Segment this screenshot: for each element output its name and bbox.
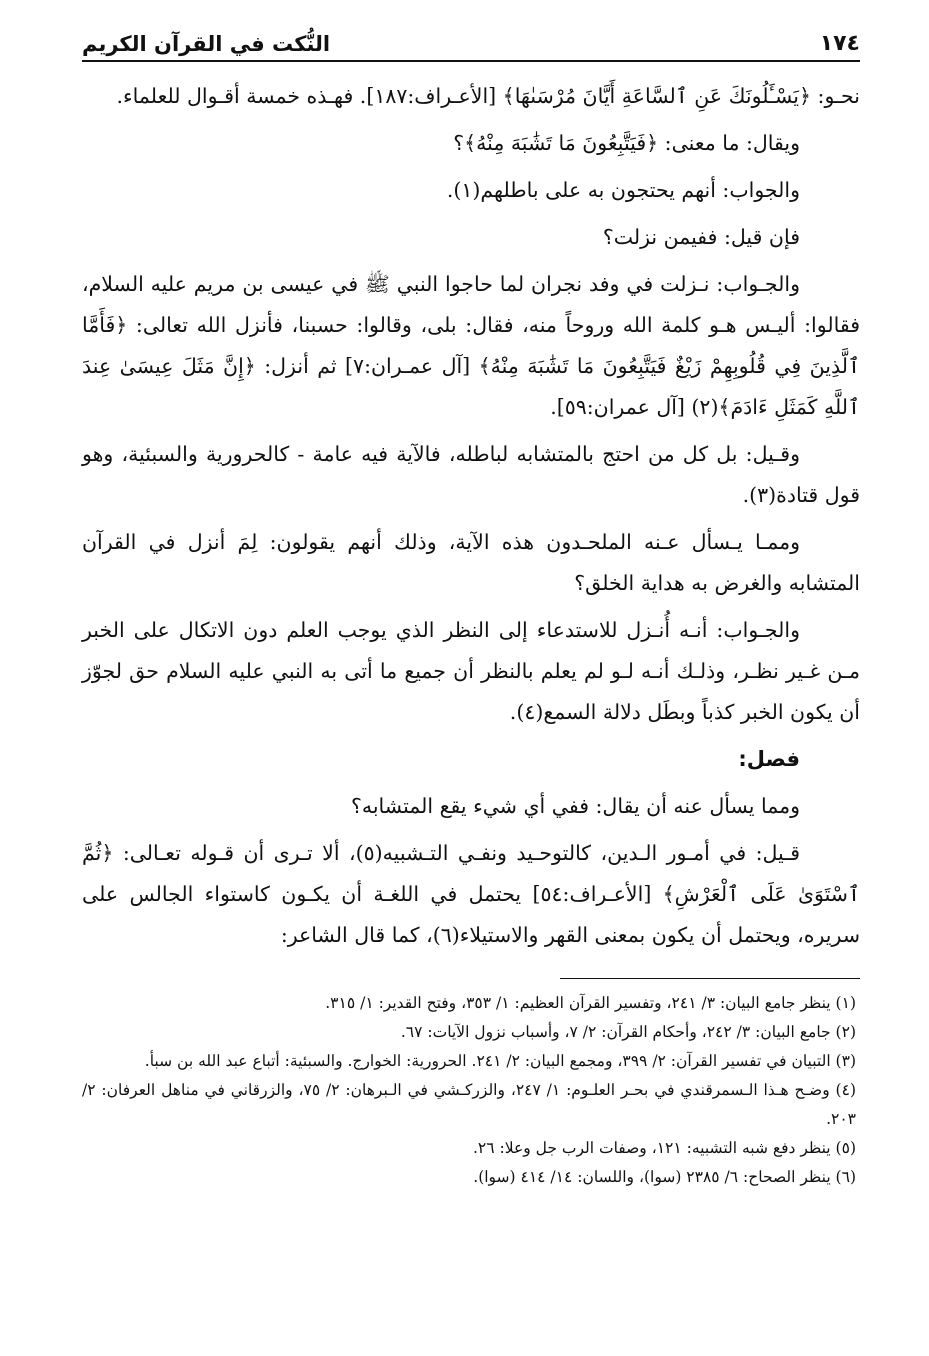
- section-heading: فصل:: [738, 747, 800, 771]
- footnotes: [82, 989, 860, 1192]
- book-page: [82, 22, 860, 1192]
- footnote: (٣) التبيان في تفسير القرآن: ٢/ ٣٩٩، ومجمع البيان: ٢/ ٢٤١. الحرورية: الخوارج. والسبئية: أتباع عبد الله بن سبأ.: [144, 1052, 856, 1070]
- footnote: (٥) ينظر دفع شبه التشبيه: ١٢١، وصفات الرب جل وعلا: ٢٦.: [472, 1139, 856, 1157]
- paragraph: نحـو: ﴿يَسْـَٔلُونَكَ عَنِ ٱلسَّاعَةِ أَيَّانَ مُرْسَىٰهَا﴾ [الأعـراف:١٨٧]. فهـذه خمسة أقـوال للعلماء.: [116, 84, 860, 108]
- footnote: (٢) جامع البيان: ٣/ ٢٤٢، وأحكام القرآن: ٢/ ٧، وأسباب نزول الآيات: ٦٧.: [400, 1023, 856, 1041]
- paragraph: وممـا يـسأل عـنه الملحـدون هذه الآية، وذلك أنهم يقولون: لِمَ أنزل في القرآن المتشابه والغرض به هداية الخلق؟: [82, 530, 860, 595]
- paragraph: والجواب: أنهم يحتجون به على باطلهم(١).: [446, 178, 800, 202]
- footnote: (٦) ينظر الصحاح: ٦/ ٢٣٨٥ (سوا)، واللسان: ١٤/ ٤١٤ (سوا).: [473, 1168, 856, 1186]
- page-number: ١٧٤: [819, 31, 860, 56]
- paragraph: والجـواب: أنـه أُنـزل للاستدعاء إلى النظر الذي يوجب العلم دون الاتكال على الخبر مـن غـير نظـر، وذلـك أنـه لـو لم يعلم بالنظر أن جميع ما أتى به النبي عليه السلام حق لجوّز أن يكون الخبر كذباً وبطَل دلالة السمع(٤).: [82, 618, 860, 724]
- footnote: (٤) وضـح هـذا الـسمرقندي في بحـر العلـوم: ١/ ٢٤٧، والزركـشي في الـبرهان: ٢/ ٧٥، والزرقاني في مناهل العرفان: ٢/ ٢٠٣.: [82, 1081, 856, 1128]
- paragraph: قـيل: في أمـور الـدين، كالتوحـيد ونفـي التـشبيه(٥)، ألا تـرى أن قـوله تعـالى: ﴿ثُمَّ ٱسْتَوَىٰ عَلَى ٱلْعَرْشِ﴾ [الأعـراف:٥٤] يحتمل في اللغـة أن يكـون كاستواء الجالس على سريره، ويحتمل أن يكون بمعنى القهر والاستيلاء(٦)، كما قال الشاعر:: [82, 841, 860, 947]
- paragraph: فإن قيل: ففيمن نزلت؟: [602, 225, 800, 249]
- footnote-divider: [560, 978, 860, 979]
- paragraph: ويقال: ما معنى: ﴿فَيَتَّبِعُونَ مَا تَشَٰبَهَ مِنْهُ﴾؟: [453, 131, 800, 155]
- paragraph: ومما يسأل عنه أن يقال: ففي أي شيء يقع المتشابه؟: [350, 794, 800, 818]
- paragraph: وقـيل: بل كل من احتج بالمتشابه لباطله، فالآية فيه عامة - كالحرورية والسبئية، وهو قول قتادة(٣).: [82, 442, 860, 507]
- running-title: النُّكت في القرآن الكريم: [82, 32, 331, 56]
- main-text: [82, 76, 860, 956]
- page-header: [82, 22, 860, 62]
- paragraph: والجـواب: نـزلت في وفد نجران لما حاجوا النبي ﷺ في عيسى بن مريم عليه السلام، فقالوا: أليـس هـو كلمة الله وروحاً منه، فقال: بلى، وقالوا: حسبنا، فأنزل الله تعالى: ﴿فَأَمَّا ٱلَّذِينَ فِي قُلُوبِهِمْ زَيْغٌ فَيَتَّبِعُونَ مَا تَشَٰبَهَ مِنْهُ﴾ [آل عمـران:٧] ثم أنزل: ﴿إِنَّ مَثَلَ عِيسَىٰ عِندَ ٱللَّهِ كَمَثَلِ ءَادَمَ﴾(٢) [آل عمران:٥٩].: [82, 272, 860, 419]
- footnote: (١) ينظر جامع البيان: ٣/ ٢٤١، وتفسير القرآن العظيم: ١/ ٣٥٣، وفتح القدير: ١/ ٣١٥.: [325, 994, 856, 1012]
